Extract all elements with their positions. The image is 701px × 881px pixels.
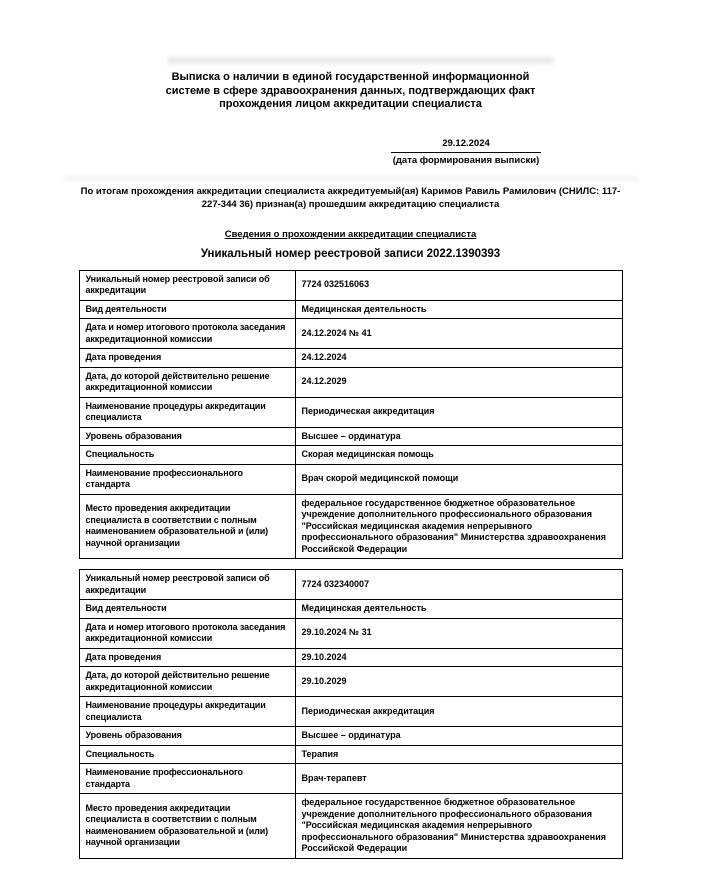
row-value: 7724 032340007 bbox=[295, 570, 622, 600]
row-value: 29.10.2024 bbox=[295, 648, 622, 667]
table-row bbox=[79, 570, 622, 600]
table-row bbox=[79, 270, 622, 300]
table-row bbox=[79, 300, 622, 319]
row-value: 7724 032516063 bbox=[295, 270, 622, 300]
row-value: Периодическая аккредитация bbox=[295, 697, 622, 727]
table-row bbox=[79, 794, 622, 859]
table-row bbox=[79, 648, 622, 667]
row-label: Уровень образования bbox=[79, 727, 295, 746]
table-row bbox=[79, 494, 622, 559]
table-row bbox=[79, 745, 622, 764]
row-label: Дата и номер итогового протокола заседания аккредитационной комиссии bbox=[79, 618, 295, 648]
table-row bbox=[79, 618, 622, 648]
table-row bbox=[79, 367, 622, 397]
table-row bbox=[79, 446, 622, 465]
scan-artifact bbox=[64, 176, 638, 180]
table-row bbox=[79, 697, 622, 727]
table-row bbox=[79, 349, 622, 368]
row-label: Специальность bbox=[79, 745, 295, 764]
row-value: федеральное государственное бюджетное образовательное учреждение дополнительного профессионального образования "Российская медицинская академия непрерывного профессионального образования" Министерства здравоохранения Российской Федерации bbox=[295, 794, 622, 859]
row-value: федеральное государственное бюджетное образовательное учреждение дополнительного профессионального образования "Российская медицинская академия непрерывного профессионального образования" Министерства здравоохранения Российской Федерации bbox=[295, 494, 622, 559]
row-value: Врач скорой медицинской помощи bbox=[295, 464, 622, 494]
row-value: Скорая медицинская помощь bbox=[295, 446, 622, 465]
row-value: Медицинская деятельность bbox=[295, 300, 622, 319]
record-number-heading: Уникальный номер реестровой записи 2022.1390393 bbox=[200, 247, 501, 260]
row-value: 24.12.2024 bbox=[295, 349, 622, 368]
row-label: Уровень образования bbox=[79, 427, 295, 446]
row-label: Наименование процедуры аккредитации специалиста bbox=[79, 697, 295, 727]
intro-paragraph: По итогам прохождения аккредитации специалиста аккредитуемый(ая) Каримов Равиль Рамилович (СНИЛС: 117-227-344 36) признан(а) прошедшим аккредитацию специалиста bbox=[80, 185, 621, 210]
row-label: Уникальный номер реестровой записи об аккредитации bbox=[79, 270, 295, 300]
row-value: Высшее – ординатура bbox=[295, 427, 622, 446]
table-row bbox=[79, 464, 622, 494]
row-label: Наименование профессионального стандарта bbox=[79, 464, 295, 494]
row-label: Дата, до которой действительно решение аккредитационной комиссии bbox=[79, 367, 295, 397]
extract-date: 29.12.2024 bbox=[391, 138, 541, 153]
row-label: Место проведения аккредитации специалиста в соответствии с полным наименованием образовательной и (или) научной организации bbox=[79, 794, 295, 859]
extract-date-caption: (дата формирования выписки) bbox=[392, 154, 540, 166]
document-title: Выписка о наличии в единой государственной информационной системе в сфере здравоохранения данных, подтверждающих факт прохождения лицом аккредитации специалиста bbox=[165, 71, 536, 110]
table-row bbox=[79, 727, 622, 746]
row-value: Медицинская деятельность bbox=[295, 600, 622, 619]
row-label: Наименование профессионального стандарта bbox=[79, 764, 295, 794]
row-label: Вид деятельности bbox=[79, 300, 295, 319]
row-label: Дата проведения bbox=[79, 349, 295, 368]
row-label: Дата, до которой действительно решение аккредитационной комиссии bbox=[79, 667, 295, 697]
table-row bbox=[79, 319, 622, 349]
row-value: 24.12.2029 bbox=[295, 367, 622, 397]
accreditation-record-table-1 bbox=[79, 270, 623, 560]
table-row bbox=[79, 427, 622, 446]
row-label: Дата проведения bbox=[79, 648, 295, 667]
table-row bbox=[79, 600, 622, 619]
table-row bbox=[79, 667, 622, 697]
section-heading: Сведения о прохождении аккредитации специалиста bbox=[224, 228, 477, 240]
row-value: 24.12.2024 № 41 bbox=[295, 319, 622, 349]
accreditation-record-table-2 bbox=[79, 569, 623, 859]
row-value: 29.10.2024 № 31 bbox=[295, 618, 622, 648]
row-label: Наименование процедуры аккредитации специалиста bbox=[79, 397, 295, 427]
row-value: Врач-терапевт bbox=[295, 764, 622, 794]
date-block bbox=[391, 138, 541, 167]
row-label: Место проведения аккредитации специалиста в соответствии с полным наименованием образовательной и (или) научной организации bbox=[79, 494, 295, 559]
table-row bbox=[79, 397, 622, 427]
row-value: 29.10.2029 bbox=[295, 667, 622, 697]
row-value: Высшее – ординатура bbox=[295, 727, 622, 746]
row-value: Периодическая аккредитация bbox=[295, 397, 622, 427]
table-row bbox=[79, 764, 622, 794]
row-label: Дата и номер итогового протокола заседания аккредитационной комиссии bbox=[79, 319, 295, 349]
row-value: Терапия bbox=[295, 745, 622, 764]
row-label: Уникальный номер реестровой записи об аккредитации bbox=[79, 570, 295, 600]
row-label: Специальность bbox=[79, 446, 295, 465]
row-label: Вид деятельности bbox=[79, 600, 295, 619]
